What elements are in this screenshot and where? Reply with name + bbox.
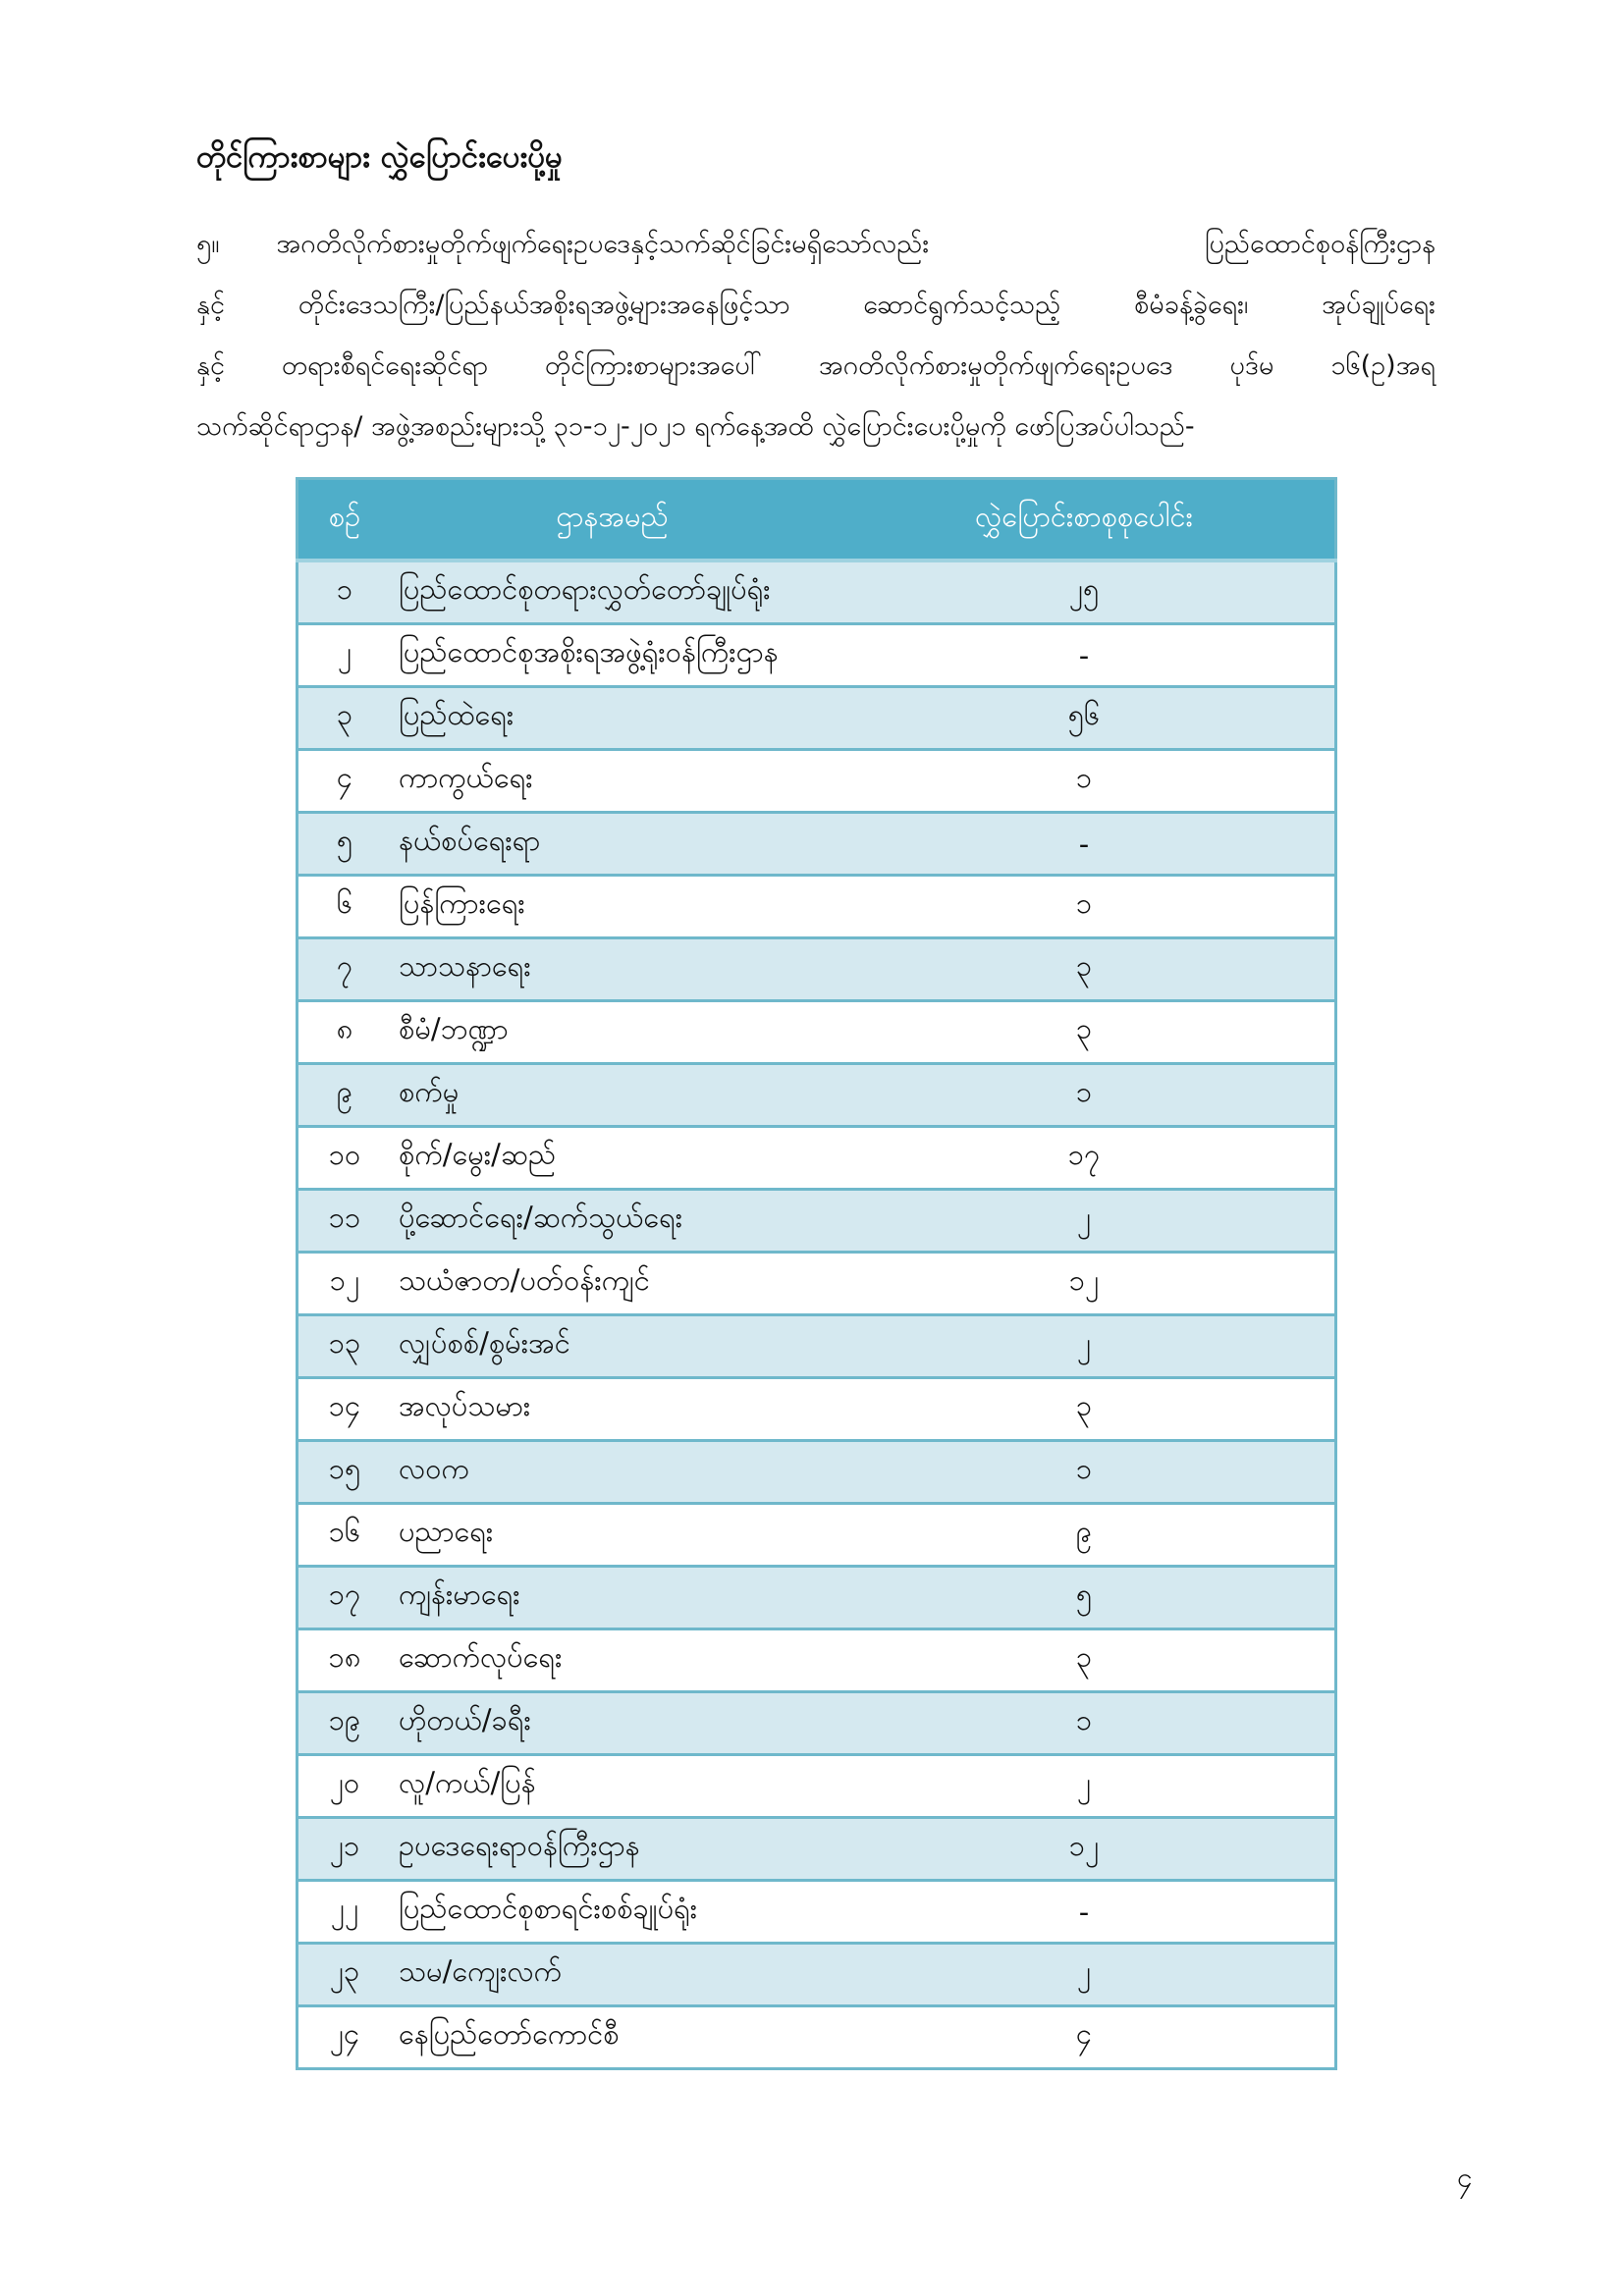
cell-serial: ၁၃ [298,1315,392,1378]
cell-department: ပြည်ထောင်စုစာရင်းစစ်ချုပ်ရုံး [391,1881,834,1944]
cell-total: ၃ [834,1001,1336,1064]
cell-department: စိုက်/မွေး/ဆည် [391,1127,834,1190]
table-row [298,1190,1336,1253]
cell-total: ၂၅ [834,561,1336,624]
header-department: ဌာနအမည် [391,479,834,561]
cell-department: ပြည်ထောင်စုတရားလွှတ်တော်ချုပ်ရုံး [391,561,834,624]
cell-department: နယ်စပ်ရေးရာ [391,813,834,876]
table-row [298,561,1336,624]
cell-serial: ၂၁ [298,1818,392,1881]
transfer-table [296,477,1337,2070]
paragraph-line-2 [196,275,1435,336]
table-row [298,1944,1336,2006]
cell-total: ၅ [834,1567,1336,1629]
cell-department: လဝက [391,1441,834,1504]
table-row [298,1755,1336,1818]
cell-total: ၄ [834,2006,1336,2069]
paragraph-word: နှင့် [196,290,225,320]
table-row [298,1818,1336,1881]
cell-department: လျှပ်စစ်/စွမ်းအင် [391,1315,834,1378]
page-number: ၄ [1457,2162,1473,2194]
paragraph-word: ဆောင်ရွက်သင့်သည့် [863,290,1061,320]
paragraph-word: ပြည်ထောင်စုဝန်ကြီးဌာန [1204,229,1435,259]
paragraph-word: ၁၆(ဥ)အရ [1330,350,1435,381]
cell-department: ကာကွယ်ရေး [391,750,834,813]
cell-department: ပို့ဆောင်ရေး/ဆက်သွယ်ရေး [391,1190,834,1253]
table-row [298,1127,1336,1190]
cell-serial: ၁၂ [298,1253,392,1315]
table-row [298,1881,1336,1944]
paragraph-line-3 [196,336,1435,397]
cell-serial: ၁၀ [298,1127,392,1190]
cell-serial: ၁၁ [298,1190,392,1253]
table-row [298,1253,1336,1315]
cell-department: ဟိုတယ်/ခရီး [391,1692,834,1755]
paragraph-indent [219,214,276,275]
paragraph-word: တရားစီရင်ရေးဆိုင်ရာ [281,350,488,381]
header-serial: စဉ် [298,479,392,561]
table-header-row [298,479,1336,561]
cell-serial: ၄ [298,750,392,813]
paragraph-line-4 [196,397,1435,457]
paragraph-word: တိုင်းဒေသကြီး/ပြည်နယ်အစိုးရအဖွဲ့များအနေဖြင့်သာ [298,290,790,320]
cell-serial: ၅ [298,813,392,876]
cell-total: - [834,813,1336,876]
cell-department: သယံဇာတ/ပတ်ဝန်းကျင် [391,1253,834,1315]
section-heading: တိုင်ကြားစာများ လွှဲပြောင်းပေးပို့မှု [196,139,563,175]
cell-total: ၉ [834,1504,1336,1567]
cell-total: ၁ [834,876,1336,938]
table-row [298,1001,1336,1064]
cell-serial: ၁၇ [298,1567,392,1629]
cell-serial: ၁၅ [298,1441,392,1504]
table-row [298,1064,1336,1127]
cell-serial: ၂၂ [298,1881,392,1944]
cell-department: သာသနာရေး [391,938,834,1001]
cell-department: ပြည်ထဲရေး [391,687,834,750]
cell-department: ပညာရေး [391,1504,834,1567]
cell-serial: ၂၄ [298,2006,392,2069]
cell-department: နေပြည်တော်ကောင်စီ [391,2006,834,2069]
table-row [298,750,1336,813]
cell-serial: ၉ [298,1064,392,1127]
cell-total: ၁ [834,1064,1336,1127]
cell-serial: ၇ [298,938,392,1001]
cell-serial: ၃ [298,687,392,750]
cell-total: - [834,1881,1336,1944]
cell-total: ၂ [834,1315,1336,1378]
paragraph-word: တိုင်ကြားစာများအပေါ် [544,350,762,381]
cell-serial: ၂၃ [298,1944,392,2006]
table-body [298,561,1336,2069]
paragraph-lead [196,214,929,275]
paragraph-word: သက်ဆိုင်ရာဌာန/ အဖွဲ့အစည်းများသို့ ၃၁-၁၂-၂၀၂၁ ရက်နေ့အထိ လွှဲပြောင်းပေးပို့မှုကို ဖော်ပြအပ်ပါသည်- [196,411,1195,442]
cell-total: ၅၆ [834,687,1336,750]
cell-department: ဆောက်လုပ်ရေး [391,1629,834,1692]
paragraph-word: နှင့် [196,350,225,381]
table-row [298,1567,1336,1629]
cell-total: ၂ [834,1755,1336,1818]
table-row [298,1441,1336,1504]
cell-serial: ၁၉ [298,1692,392,1755]
cell-serial: ၈ [298,1001,392,1064]
cell-department: သမ/ကျေးလက် [391,1944,834,2006]
cell-department: စက်မှု [391,1064,834,1127]
cell-total: ၁ [834,1692,1336,1755]
cell-total: ၃ [834,1378,1336,1441]
cell-total: ၃ [834,1629,1336,1692]
table-row [298,1629,1336,1692]
cell-department: လူ/ကယ်/ပြန် [391,1755,834,1818]
table-row [298,938,1336,1001]
cell-total: ၁၂ [834,1253,1336,1315]
table-row [298,1504,1336,1567]
paragraph-word: အဂတိလိုက်စားမှုတိုက်ဖျက်ရေးဥပဒေနှင့်သက်ဆိုင်ခြင်းမရှိသော်လည်း [276,229,930,259]
cell-department: ကျန်းမာရေး [391,1567,834,1629]
cell-total: ၁၂ [834,1818,1336,1881]
cell-total: ၁ [834,750,1336,813]
cell-serial: ၁၈ [298,1629,392,1692]
cell-department: ပြည်ထောင်စုအစိုးရအဖွဲ့ရုံးဝန်ကြီးဌာန [391,624,834,687]
table-row [298,1315,1336,1378]
table-row [298,624,1336,687]
table-row [298,2006,1336,2069]
table-row [298,813,1336,876]
cell-serial: ၁၆ [298,1504,392,1567]
intro-paragraph [196,214,1435,457]
paragraph-line-1 [196,214,1435,275]
cell-department: အလုပ်သမား [391,1378,834,1441]
cell-serial: ၂၀ [298,1755,392,1818]
cell-total: ၁ [834,1441,1336,1504]
cell-total: - [834,624,1336,687]
cell-total: ၂ [834,1944,1336,2006]
table-row [298,876,1336,938]
cell-department: စီမံ/ဘဏ္ဍာ [391,1001,834,1064]
paragraph-number: ၅။ [196,229,220,259]
cell-serial: ၁ [298,561,392,624]
cell-department: ဥပဒေရေးရာဝန်ကြီးဌာန [391,1818,834,1881]
cell-serial: ၆ [298,876,392,938]
paragraph-word: အုပ်ချုပ်ရေး [1322,290,1435,320]
table-row [298,687,1336,750]
cell-total: ၂ [834,1190,1336,1253]
table-row [298,1692,1336,1755]
cell-total: ၁၇ [834,1127,1336,1190]
header-total: လွှဲပြောင်းစာစုစုပေါင်း [834,479,1336,561]
paragraph-word: အဂတိလိုက်စားမှုတိုက်ဖျက်ရေးဥပဒေ [818,350,1173,381]
paragraph-word: စီမံခန့်ခွဲရေး၊ [1134,290,1249,320]
paragraph-word: ပုဒ်မ [1229,350,1274,381]
cell-total: ၃ [834,938,1336,1001]
cell-serial: ၂ [298,624,392,687]
cell-serial: ၁၄ [298,1378,392,1441]
cell-department: ပြန်ကြားရေး [391,876,834,938]
table-row [298,1378,1336,1441]
